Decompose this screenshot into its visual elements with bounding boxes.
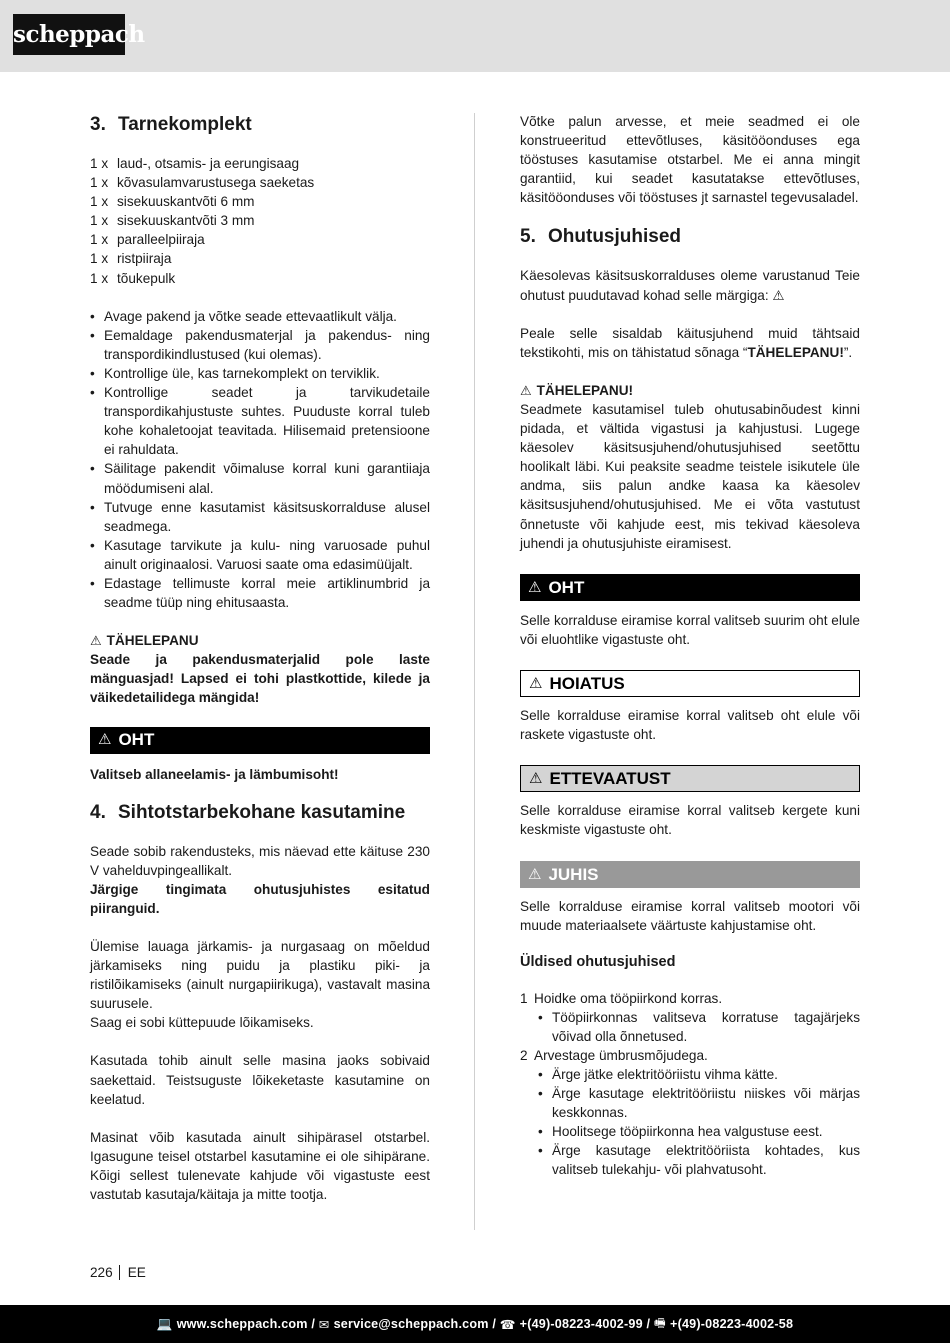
contact-bar [0, 1305, 950, 1343]
attention-word-note: Peale selle sisaldab käitusjuhend muid tähtsaid tekstikohti, mis on tähistatud sõnaga “TÄHELEPANU!”. [520, 325, 860, 360]
scope-item: 1 x paralleelpiiraja [90, 232, 205, 248]
right-column [520, 112, 860, 1179]
scope-item: 1 x sisekuuskantvõti 6 mm [90, 194, 255, 210]
commercial-use-note: Võtke palun arvesse, et meie seadmed ei ole konstrueeritud ettevõtluses, käsitööonduses ega tööstuses kasutamise otstarbel. Me ei anna mingit garantiid, kui seadet kasutatakse ettevõtluses, käsitööonduses või tööstuses jt sarnastel tegevusaladel. [520, 114, 860, 206]
signal-danger-text: Selle korralduse eiramise korral valitseb suurim oht elule või eluohtlike vigastuste oht. [520, 612, 860, 647]
scope-item: 1 x ristpiiraja [90, 251, 172, 267]
warning-triangle-icon: ⚠ [528, 578, 542, 596]
attention-heading: ⚠ TÄHELEPANU [90, 631, 430, 650]
mail-icon: ✉ [318, 1317, 330, 1332]
list-item: • Ärge kasutage elektritööriistu niiskes või märjas keskkonnas. [538, 1084, 860, 1122]
phone-icon: ☎ [499, 1317, 516, 1332]
signal-warning-text: Selle korralduse eiramise korral valitseb oht elule või raskete vigastuste oht. [520, 707, 860, 742]
fax-number: +(49)-08223-4002-58 [670, 1317, 794, 1331]
list-item: • Tööpiirkonnas valitseva korratuse tagajärjeks võivad olla õnnetused. [538, 1008, 860, 1046]
signal-caution-banner: ⚠ ETTEVAATUST [520, 765, 860, 792]
intended-use-restriction: Järgige tingimata ohutusjuhistes esitatud piiranguid. [90, 881, 430, 916]
scope-item: 1 x kõvasulamvarustusega saeketas [90, 175, 315, 191]
left-column [90, 112, 430, 1204]
danger-text: Valitseb allaneelamis- ja lämbumisoht! [90, 766, 339, 782]
list-item: • Säilitage pakendit võimaluse korral kuni garantiiaja möödumiseni alal. [90, 459, 430, 497]
signal-warning-banner: ⚠ HOIATUS [520, 670, 860, 697]
intended-use-paragraph-2b: Saag ei sobi küttepuude lõikamiseks. [90, 1015, 314, 1031]
phone-number: +(49)-08223-4002-99 / [519, 1317, 651, 1331]
header-bar [0, 0, 950, 72]
list-item: • Edastage tellimuste korral meie artiklinumbrid ja seadme tüüp ning ehitusaasta. [90, 574, 430, 612]
list-item: • Kontrollige seadet ja tarvikudetaile transpordikahjustuste suhtes. Puuduste korral tuleb kohe kohaletoojat teavitada. Hilisemaid pretensioone ei rahuldata. [90, 383, 430, 459]
signal-notice-text: Selle korralduse eiramise korral valitseb mootori või muude materiaalsete väärtuste kahjustamise oht. [520, 899, 860, 934]
scope-item: 1 x tõukepulk [90, 270, 176, 286]
unpacking-instructions [90, 307, 430, 613]
intended-use-paragraph-3: Kasutada tohib ainult selle masina jaoks sobivaid saekettaid. Teistsuguste lõikeketaste kasutamine on keelatud. [90, 1053, 430, 1107]
warning-triangle-icon: ⚠ [529, 674, 543, 692]
signal-notice-banner: ⚠ JUHIS [520, 861, 860, 888]
safety-rule: 2 Arvestage ümbrusmõjudega. [520, 1047, 708, 1063]
list-item: • Tutvuge enne kasutamist käsitsuskorralduse alusel seadmega. [90, 498, 430, 536]
scope-item: 1 x laud-, otsamis- ja eerungisaag [90, 156, 300, 171]
warning-triangle-icon: ⚠ [529, 770, 543, 788]
attention-text: Seade ja pakendusmaterjalid pole laste mänguasjad! Lapsed ei tohi plastkottide, kilede ja väikedetailidega mängida! [90, 652, 430, 706]
intended-use-paragraph-2: Ülemise lauaga järkamis- ja nurgasaag on mõeldud järkamiseks ning puidu ja plastiku piki- ja ristilõikamiseks (ainult nurgapiirikuga), vastavalt masina suurusele. [90, 939, 430, 1012]
warning-triangle-icon: ⚠ [90, 633, 102, 649]
list-item: • Ärge kasutage elektritööriista kohtades, kus valitseb tulekahju- või plahvatusoht. [538, 1141, 860, 1179]
intended-use-paragraph-1: Seade sobib rakendusteks, mis näevad ette käituse 230 V vahelduvpingeallikalt. [90, 843, 430, 878]
list-item: • Avage pakend ja võtke seade ettevaatlikult välja. [90, 307, 430, 326]
email-link[interactable]: service@scheppach.com / [333, 1317, 497, 1331]
danger-banner: ⚠ OHT [90, 727, 430, 754]
list-item: • Ärge jätke elektritööriistu vihma kätte. [538, 1065, 860, 1084]
intended-use-paragraph-4: Masinat võib kasutada ainult sihipärasel otstarbel. Igasugune teisel otstarbel kasutamine ei ole sihipärane. Kõigi sellest tulenevate kahjude või vigastuste eest vastutab kasutaja/käitaja ja mitte tootja. [90, 1129, 430, 1203]
signal-danger-banner: ⚠ OHT [520, 574, 860, 601]
website-link[interactable]: www.scheppach.com / [176, 1317, 316, 1331]
list-item: • Hoolitsege tööpiirkonna hea valgustuse eest. [538, 1122, 860, 1141]
list-item: • Kasutage tarvikute ja kulu- ning varuosade puhul ainult originaalosi. Varuosi saate oma edasimüüjalt. [90, 536, 430, 574]
attention-text-right: Seadmete kasutamisel tuleb ohutusabinõudest kinni pidada, et vältida vigastusi ja kahjustusi. Lugege käesolev käsitsusjuhend/ohutusjuhised seetõttu hoolikalt läbi. Kui peaksite seadme teistele isikutele üle andma, siis palun andke kaasa ka käesolev käsitsusjuhend/ohutusjuhised. Me ei võta vastutust õnnetuste või kahjude eest, mis tekivad käesoleva juhendi ja ohutusjuhiste eiramisest. [520, 401, 860, 551]
computer-icon: 💻 [156, 1316, 173, 1331]
fax-icon: 🖷 [653, 1315, 667, 1330]
general-safety-list [520, 989, 860, 1180]
delivery-scope-list [90, 154, 430, 288]
language-code: EE [127, 1265, 146, 1280]
safety-symbol-note: Käesolevas käsitsuskorralduses oleme varustanud Teie ohutust puudutavad kohad selle märgiga: ⚠ [520, 268, 860, 303]
section-3-heading: 3. Tarnekomplekt [90, 114, 252, 135]
warning-triangle-icon: ⚠ [520, 382, 532, 398]
page-number: 226 [90, 1265, 113, 1280]
signal-caution-text: Selle korralduse eiramise korral valitseb kergete kuni keskmiste vigastuste oht. [520, 803, 860, 838]
scope-item: 1 x sisekuuskantvõti 3 mm [90, 213, 255, 229]
section-4-heading: 4. Sihtotstarbekohane kasutamine [90, 801, 406, 823]
safety-rule: 1 Hoidke oma tööpiirkond korras. [520, 990, 723, 1006]
general-safety-heading: Üldised ohutusjuhised [520, 954, 676, 971]
attention-heading-right: ⚠ TÄHELEPANU! [520, 381, 860, 400]
brand-logo: scheppach [13, 14, 125, 55]
list-item: • Eemaldage pakendusmaterjal ja pakendus- ning transpordikindlustused (kui olemas). [90, 326, 430, 364]
list-item: • Kontrollige üle, kas tarnekomplekt on terviklik. [90, 364, 430, 383]
warning-triangle-icon: ⚠ [98, 731, 112, 749]
column-divider [474, 113, 475, 1230]
page-footer [90, 1265, 146, 1280]
warning-triangle-icon: ⚠ [528, 866, 542, 884]
section-5-heading: 5. Ohutusjuhised [520, 226, 681, 248]
